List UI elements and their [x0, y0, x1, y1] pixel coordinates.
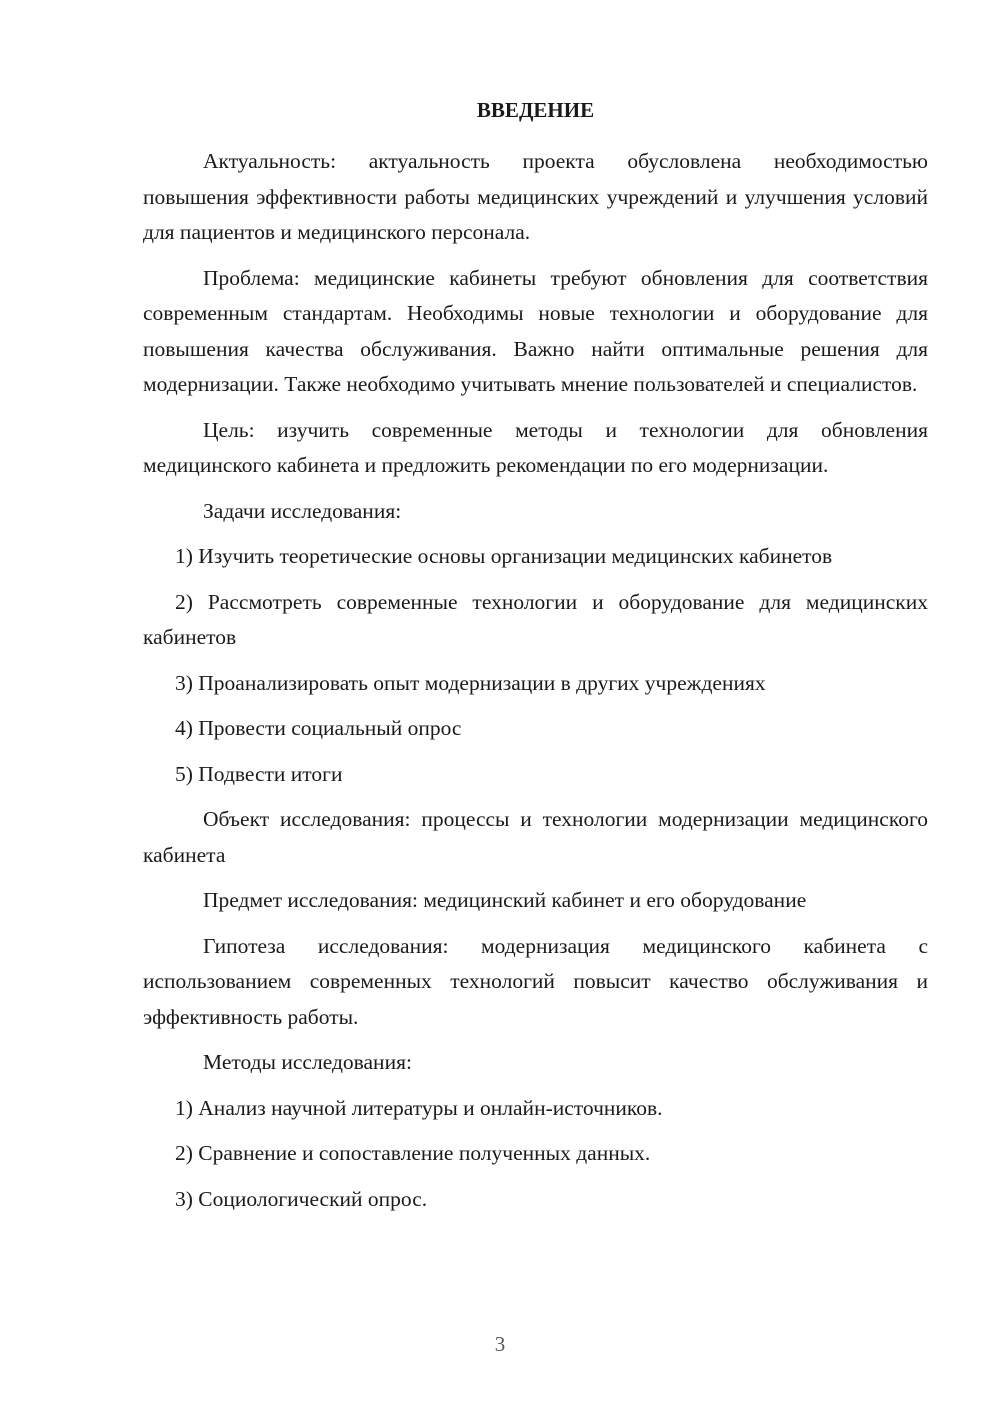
subject-paragraph: Предмет исследования: медицинский кабинет и его оборудование — [203, 888, 807, 912]
task-item: 1) Изучить теоретические основы организации медицинских кабинетов — [175, 544, 833, 568]
task-item: 5) Подвести итоги — [175, 761, 343, 786]
task-item: 3) Проанализировать опыт модернизации в других учреждениях — [175, 670, 766, 695]
goal-paragraph: Цель: изучить современные методы и технологии для обновления медицинского кабинета и предложить рекомендации по его модернизации. — [143, 417, 928, 477]
hypothesis-paragraph: Гипотеза исследования: модернизация медицинского кабинета с использованием современных технологий повысит качество обслуживания и эффективность работы. — [143, 933, 928, 1029]
page-number: 3 — [494, 1332, 506, 1356]
tasks-heading: Задачи исследования: — [203, 498, 402, 523]
method-item: 2) Сравнение и сопоставление полученных данных. — [175, 1141, 651, 1165]
method-item: 3) Социологический опрос. — [175, 1186, 428, 1211]
method-item: 1) Анализ научной литературы и онлайн-источников. — [175, 1095, 663, 1120]
task-item: 2) Рассмотреть современные технологии и оборудование для медицинских кабинетов — [143, 589, 928, 649]
object-paragraph: Объект исследования: процессы и технологии модернизации медицинского кабинета — [143, 807, 928, 867]
document-page — [143, 92, 928, 1227]
page-title: ВВЕДЕНИЕ — [476, 98, 595, 122]
task-item: 4) Провести социальный опрос — [175, 716, 462, 740]
relevance-paragraph: Актуальность: актуальность проекта обусловлена необходимостью повышения эффективности работы медицинских учреждений и улучшения условий для пациентов и медицинского персонала. — [143, 149, 928, 244]
methods-heading: Методы исследования: — [203, 1050, 412, 1074]
problem-paragraph: Проблема: медицинские кабинеты требуют обновления для соответствия современным стандартам. Необходимы новые технологии и оборудование для повышения качества обслуживания. Важно найти оптимальные решения для модернизации. Также необходимо учитывать мнение пользователей и специалистов. — [143, 265, 928, 396]
